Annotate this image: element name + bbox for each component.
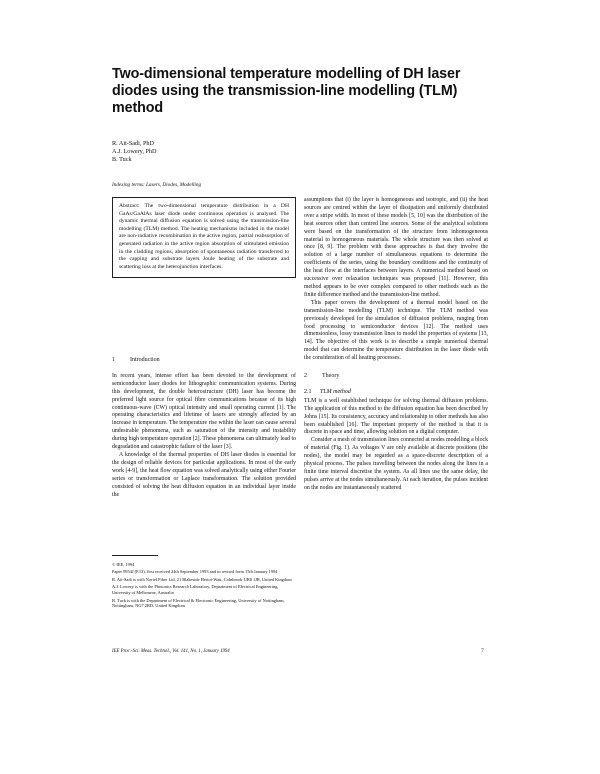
- footnote: B. Tuck is with the Department of Electrical & Electronic Engineering, University of Nottingham, Nottingham, NG7 2RD, United Kingdom: [112, 597, 285, 609]
- footnote: R. Ait-Sadi is with Nortel Fibre Ltd, 21 Blakeside Heriot-Watt, Colnbrook UB8 1JR, United Kingdom: [112, 576, 292, 582]
- subsection-number: 2.1: [304, 388, 312, 395]
- section-title: Theory: [322, 373, 340, 380]
- section-title: Introduction: [130, 357, 160, 363]
- body-paragraph: A knowledge of the thermal properties of DH laser diodes is essential for the design of reliable devices for particular applications. In most of the early work [4-9], the heat flow equation was solved analytically using either Fourier series or transformation or Laplace transformation. The solution provided consisted of solving the heat diffusion equation in an individual layer inside the: [112, 451, 296, 498]
- author-name: A.J. Lowery, PhD: [112, 148, 157, 156]
- subsection-heading-tlm: [304, 389, 488, 397]
- right-column-body: [304, 197, 488, 493]
- body-paragraph: Consider a mesh of transmission lines connected at nodes modelling a block of material (Fig. 1). As voltages V are only available at discrete positions (the nodes), the model may be regarded as a space-discrete description of a physical process. The pulses travelling between the nodes along the lines in a finite time interval discretise the system. As all lines use the same delay, the pulses arrive at the nodes simultaneously. At each iteration, the pulses incident on the nodes are instantaneously scattered: [304, 437, 488, 491]
- abstract-box: [112, 197, 296, 278]
- author-list: [112, 140, 156, 165]
- body-paragraph: This paper covers the development of a thermal model based on the transmission-line modelling (TLM) technique. The TLM method was previously developed for the simulation of diffusion problems, ranging from food processing to semiconductor devices [12]. The method uses dimensionless, lossy transmission lines to model the properties of systems [13, 14]. The objective of this work is to describe a simple numerical thermal model that can determine the temperature distribution in the laser diode with the consideration of all heating processes.: [304, 299, 488, 362]
- footnote: © IEE, 1994: [112, 562, 135, 567]
- footnotes: [112, 562, 296, 611]
- indexing-terms: Indexing terms: Lasers, Diodes, Modelling: [112, 182, 202, 188]
- abstract-text: Abstract: The two-dimensional temperature distribution in a DH GaAs/GaAlAs laser diode under continuous operation is analysed. The dynamic thermal diffusion equation is solved using the transmission-line modelling (TLM) method. The heating mechanisms included in the model are non-radiative recombination in the active region, partial reabsorption of generated radiation in the active region absorption of stimulated emission in the cladding regions, absorption of spontaneous radiation transferred to the capping and substrate layers Joule heating of the substrate and scattering loss at the heterojunction interfaces.: [119, 203, 289, 270]
- body-paragraph: TLM is a well established technique for solving thermal diffusion problems. The application of this method to the diffusion equation has been described by Johns [15]. Its consistency, accuracy and relationship to other methods has also been established [16]. The important property of the method is that it is discrete in space and time, allowing solution on a digital computer.: [304, 397, 488, 436]
- body-paragraph: In recent years, intense effort has been devoted to the development of semiconductor laser diodes for lithographic communication systems. During this development, the double heterostructure (DH) laser has become the preferred light source for optical fibre communications because of its high continuous-wave (CW) optical intensity and small operating current [1]. The operating characteristics and lifetime of lasers are strongly affected by an increase in temperature. The temperature rise within the laser can cause several undesirable phenomena, such as saturation of the intensity and instability during high temperature operation [2]. These phenomena can ultimately lead to degradation and catastrophic failure of the laser [3].: [112, 372, 296, 451]
- section-heading-introduction: [112, 357, 296, 365]
- paper-title: Two-dimensional temperature modelling of DH laser diodes using the transmission-line modelling (TLM) method: [112, 66, 461, 116]
- body-paragraph: assumptions that (i) the layer is homogeneous and isotropic, and (ii) the heat sources are centred within the layer of dissipation and uniformly distributed over a stripe width. In most of these models [5, 10] was the distribution of the heat sources other than centred line sources. Some of the analytical solutions were based on the transformation of the structure from inhomogeneous material to homogeneous materials. The whole structure was then solved at once [8, 9]. The problem with these approaches is that they involve the solution of a large number of simultaneous equations to determine the coefficients of the series, using the boundary conditions and the continuity of the heat flow at the interfaces between layers. A numerical method based on successive over relaxation techniques was proposed [11]. However, this method appears to be over complex compared to other methods such as the finite difference method and the transmission-line method.: [304, 197, 488, 298]
- author-name: B. Tuck: [112, 156, 132, 164]
- section-number: 2: [304, 373, 307, 380]
- running-footer: IEE Proc.-Sci. Meas. Technol., Vol. 141, No. 1, January 1994: [112, 649, 230, 654]
- footnote: Paper 9954J (E13), first received 24th September 1993 and in revised form 15th January 1994: [112, 569, 278, 575]
- page-number: 7: [481, 648, 484, 654]
- author-name: R. Ait-Sadi, PhD: [112, 140, 154, 147]
- footnote-rule: [112, 555, 158, 556]
- left-column-body: [112, 357, 296, 499]
- subsection-title: TLM method: [320, 388, 351, 395]
- section-heading-theory: [304, 373, 488, 381]
- section-number: 1: [112, 357, 115, 363]
- footnote: A.J. Lowery is with the Photonics Research Laboratory, Department of Electrical Engineering, University of Melbourne, Australia: [112, 584, 279, 596]
